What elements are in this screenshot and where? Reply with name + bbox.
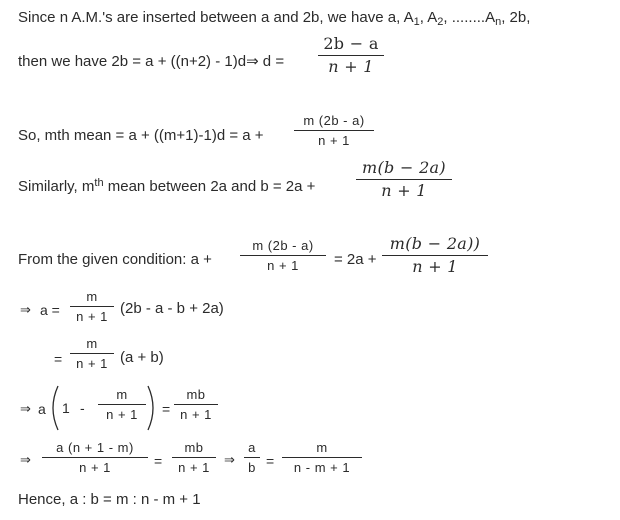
fraction-numerator: mb [186,387,206,402]
line8-minus: - [80,400,85,416]
fraction-condition-left [240,239,326,272]
line1-sub1: 1 [413,16,420,28]
line9-eq2: = [266,453,275,469]
line6-lhs: a = [40,302,60,318]
line4-sup: th [94,177,104,189]
statement-line-4 [18,178,315,194]
fraction-step3-right [174,388,218,421]
fraction-bar [244,457,260,458]
fraction-bar [240,255,326,256]
fraction-bar [98,404,146,405]
fraction-numerator: m [316,440,328,455]
fraction-ratio [244,441,260,474]
fraction-bar [382,255,488,256]
line8-one: 1 [62,400,70,416]
line4-text-a: Similarly, m [18,178,95,195]
fraction-bar [70,306,114,307]
fraction-numerator: m (2b - a) [252,238,314,253]
line8-eq: = [162,401,171,417]
conclusion-line [18,492,201,507]
fraction-denominator: n + 1 [106,407,138,422]
fraction-bar [318,55,384,56]
fraction-bar [294,130,374,131]
line3-text: So, mth mean = a + ((m+1)-1)d = a + [18,127,264,144]
line2-d: d = [258,53,285,70]
implies-arrow: ⇒ [20,401,31,416]
fraction-denominator: n - m + 1 [293,460,351,475]
fraction-numerator: m(b − 2a)) [389,234,481,253]
left-paren [46,384,60,432]
line2-text: then we have 2b = a + ((n+2) - 1)d [18,53,247,70]
line7-rhs: (a + b) [120,349,164,366]
line1-text: Since n A.M.'s are inserted between a and 2b, we have a, A [18,9,414,26]
fraction-denominator: n + 1 [267,258,299,273]
conclusion-text: Hence, a : b = m : n - m + 1 [18,491,201,508]
line9-eq: = [154,453,163,469]
line5-text: From the given condition: a + [18,251,212,268]
fraction-bar [282,457,362,458]
fraction-numerator: m [86,289,98,304]
right-paren [146,384,160,432]
fraction-denominator: n + 1 [76,309,108,324]
line1-end: , 2b, [501,9,531,26]
fraction-step3 [98,388,146,421]
fraction-denominator: n + 1 [79,460,111,475]
line6-rhs: (2b - a - b + 2a) [120,300,224,317]
fraction-numerator: a [248,440,256,455]
fraction-bar [42,457,148,458]
implies-arrow: ⇒ [20,302,31,317]
line4-text-b: mean between 2a and b = 2a + [103,178,316,195]
line5-mid: = 2a + [334,251,377,268]
line8-a: a [38,401,46,417]
fraction-denominator: n + 1 [76,356,108,371]
fraction-numerator: m(b − 2a) [362,158,446,177]
fraction-similarly [356,160,452,199]
implies-arrow: ⇒ [20,452,31,467]
fraction-bar [70,353,114,354]
fraction-bar [356,179,452,180]
line1-subn: n [495,16,502,28]
statement-line-3 [18,128,264,143]
line1-tail: , ........A [443,9,496,26]
line7-lhs: = [54,351,63,367]
statement-line-2 [18,54,284,69]
fraction-denominator: n + 1 [381,181,427,200]
fraction-d [318,36,384,75]
line1-sub2: 2 [437,16,444,28]
fraction-numerator: m [86,336,98,351]
fraction-numerator: m [116,387,128,402]
fraction-denominator: n + 1 [318,133,350,148]
fraction-step4-right [282,441,362,474]
fraction-step4-mid [172,441,216,474]
fraction-numerator: 2b − a [323,34,379,53]
fraction-bar [174,404,218,405]
fraction-numerator: a (n + 1 - m) [56,440,134,455]
implies-arrow: ⇒ [246,52,259,70]
fraction-step2 [70,337,114,370]
fraction-condition-right [382,236,488,275]
statement-line-5 [18,252,212,267]
implies-arrow: ⇒ [224,452,235,467]
fraction-denominator: b [248,460,256,475]
fraction-step4-left [42,441,148,474]
fraction-bar [172,457,216,458]
fraction-denominator: n + 1 [178,460,210,475]
fraction-denominator: n + 1 [328,57,374,76]
fraction-numerator: m (2b - a) [303,113,365,128]
fraction-denominator: n + 1 [412,257,458,276]
line1-mid: , A [419,9,438,26]
fraction-mth-mean [294,114,374,147]
fraction-denominator: n + 1 [180,407,212,422]
fraction-step1 [70,290,114,323]
statement-line-1 [18,10,530,28]
fraction-numerator: mb [184,440,204,455]
